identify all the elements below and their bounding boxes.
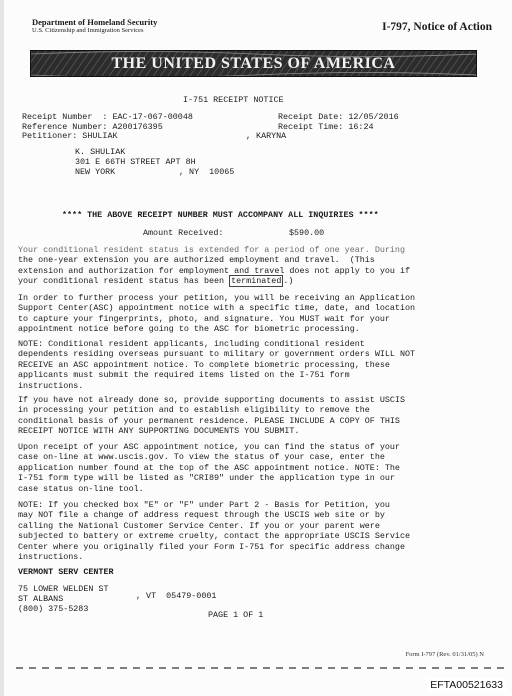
paragraph-address-change	[18, 500, 458, 562]
receipt-number: Receipt Number : EAC-17-067-00048	[22, 112, 193, 122]
paragraph-asc-appointment	[18, 293, 458, 335]
service-center-phone: (800) 375-5283	[18, 604, 89, 614]
receipt-date: Receipt Date: 12/05/2016	[278, 112, 399, 122]
para-line: Your conditional resident status is extended for a period of one year. During	[18, 245, 405, 255]
service-center-state-zip: , VT 05479-0001	[136, 591, 217, 601]
para-line: may NOT file a change of address request through the USCIS web site or by	[18, 510, 385, 521]
perforation-line	[16, 666, 506, 670]
para-line: the one-year extension you are authorized employment and travel. (This	[18, 255, 375, 266]
petitioner: Petitioner: SHULIAK	[22, 131, 118, 141]
paragraph-supporting-documents	[18, 395, 458, 437]
service-center-street: 75 LOWER WELDEN ST	[18, 584, 109, 594]
para-line: subjected to battery or extreme cruelty, contact the appropriate USCIS Service	[18, 531, 411, 542]
para-line: dependents residing overseas pursuant to military or government orders WILL NOT	[18, 349, 416, 360]
para-line: Center where you originally filed your Form I-751 for specific address change	[18, 541, 405, 552]
para-line: If you have not already done so, provide supporting documents to assist USCIS	[18, 395, 405, 405]
para-line: applicants must submit the required items listed on the I-751 form	[18, 370, 350, 381]
document-id: EFTA00521633	[427, 678, 506, 692]
para-line: NOTE: If you checked box "E" or "F" under Part 2 - Basis for Petition, you	[18, 500, 390, 510]
addressee-street: 301 E 66TH STREET APT 8H	[75, 157, 196, 167]
agency-subname: U.S. Citizenship and Immigration Services	[32, 27, 144, 35]
para-line: conditional basis of your permanent residence. PLEASE INCLUDE A COPY OF THIS	[18, 415, 400, 426]
form-title: I-797, Notice of Action	[382, 21, 492, 33]
para-line: RECEIPT NOTICE WITH ANY SUPPORTING DOCUMENTS YOU SUBMIT.	[18, 426, 300, 437]
para-line: extension and authorization for employment and travel does not apply to you if	[18, 265, 411, 276]
usa-banner	[30, 50, 477, 77]
reference-number: Reference Number: A200176395	[22, 122, 163, 132]
agency-block	[32, 17, 157, 35]
para-line: instructions.	[18, 552, 84, 563]
para-line: .)	[283, 276, 294, 287]
para-line: case on-line at www.uscis.gov. To view the status of your case, enter the	[18, 452, 385, 463]
form-revision: Form I-797 (Rev. 01/31/05) N	[405, 651, 484, 658]
page-number: PAGE 1 OF 1	[208, 610, 264, 620]
para-line: I-751 form type will be listed as "CRI89" under the application type in our	[18, 473, 395, 484]
para-line: Support Center(ASC) appointment notice with a specific time, date, and location	[18, 303, 416, 314]
amount-label: Amount Received:	[143, 228, 224, 238]
para-line: instructions.	[18, 380, 84, 391]
addressee-name: K. SHULIAK	[75, 147, 126, 157]
para-line: appointment notice before going to the ASC for biometric processing.	[18, 324, 360, 335]
scan-edge	[0, 0, 4, 696]
receipt-time: Receipt Time: 16:24	[278, 122, 374, 132]
amount-value: $590.00	[289, 228, 325, 238]
para-line: Upon receipt of your ASC appointment notice, you can find the status of your	[18, 442, 400, 452]
para-line: your conditional resident status has been	[18, 276, 230, 287]
terminated-mark: terminated	[231, 276, 282, 287]
paragraph-overseas-note	[18, 339, 458, 391]
paragraph-extension	[18, 245, 458, 287]
para-line: application number found at the top of the ASC appointment notice. NOTE: The	[18, 462, 400, 473]
petitioner-first-name: , KARYNA	[246, 131, 287, 141]
banner-title: THE UNITED STATES OF AMERICA	[111, 55, 396, 72]
para-line: In order to further process your petition, you will be receiving an Application	[18, 293, 416, 303]
service-center-city: ST ALBANS	[18, 594, 64, 604]
para-line: case status on-line tool.	[18, 483, 144, 494]
para-line: in processing your petition and to establish eligibility to remove the	[18, 405, 370, 416]
paragraph-case-status	[18, 442, 458, 494]
para-line: NOTE: Conditional resident applicants, including conditional resident	[18, 339, 365, 349]
addressee-city: NEW YORK	[75, 167, 116, 177]
receipt-inquiry-note: **** THE ABOVE RECEIPT NUMBER MUST ACCOMPANY ALL INQUIRIES ****	[62, 210, 379, 220]
agency-name: Department of Homeland Security	[32, 17, 158, 27]
addressee-state-zip: , NY 10065	[179, 167, 235, 177]
para-line: to capture your fingerprints, photo, and signature. You MUST wait for your	[18, 313, 390, 324]
para-line: calling the National Customer Service Center. If you or your parent were	[18, 520, 380, 531]
notice-heading: I-751 RECEIPT NOTICE	[183, 95, 284, 105]
service-center-name: VERMONT SERV CENTER	[18, 567, 114, 577]
para-line: RECEIVE an ASC appointment notice. To complete biometric processing, these	[18, 359, 390, 370]
